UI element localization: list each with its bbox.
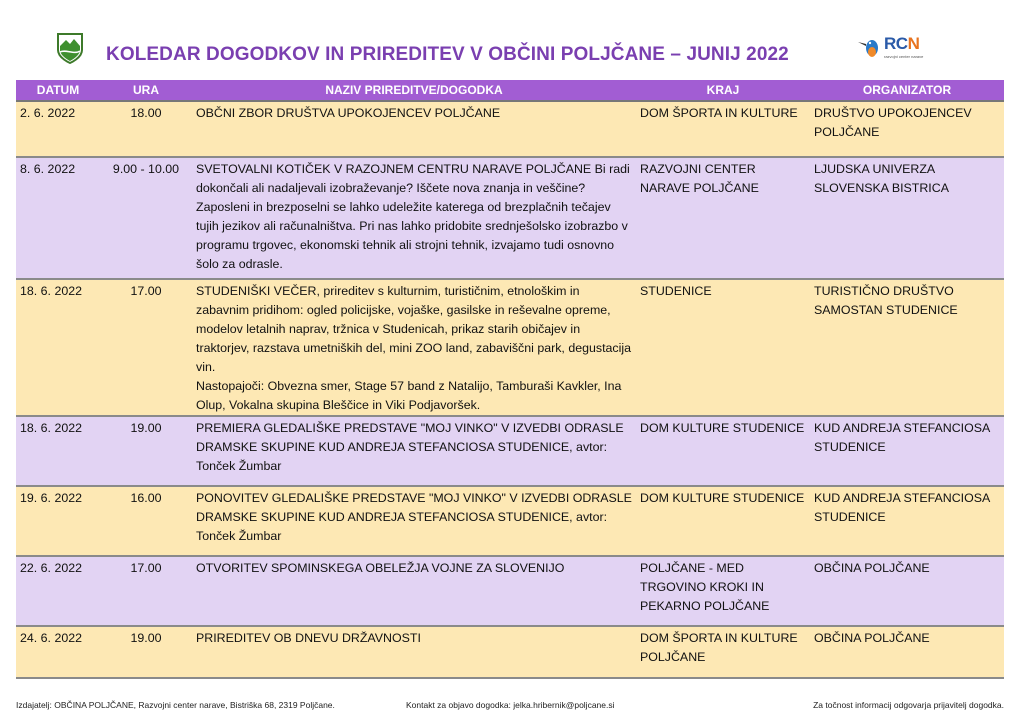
cell-datum: 18. 6. 2022	[16, 416, 100, 486]
cell-kraj: DOM ŠPORTA IN KULTURE POLJČANE	[636, 626, 810, 678]
cell-kraj: STUDENICE	[636, 279, 810, 416]
page-title: KOLEDAR DOGODKOV IN PRIREDITEV V OBČINI POLJČANE – JUNIJ 2022	[106, 44, 789, 65]
cell-naziv	[192, 279, 636, 416]
cell-datum: 8. 6. 2022	[16, 157, 100, 279]
cell-organizator: KUD ANDREJA STEFANCIOSA STUDENICE	[810, 416, 1004, 486]
cell-kraj: RAZVOJNI CENTER NARAVE POLJČANE	[636, 157, 810, 279]
cell-organizator: DRUŠTVO UPOKOJENCEV POLJČANE	[810, 101, 1004, 157]
cell-naziv: OTVORITEV SPOMINSKEGA OBELEŽJA VOJNE ZA SLOVENIJO	[192, 556, 636, 626]
header-kraj: KRAJ	[636, 80, 810, 101]
cell-naziv: OBČNI ZBOR DRUŠTVA UPOKOJENCEV POLJČANE	[192, 101, 636, 157]
table-header-row	[16, 80, 1004, 101]
cell-kraj: DOM KULTURE STUDENICE	[636, 416, 810, 486]
table-row	[16, 416, 1004, 486]
cell-organizator: LJUDSKA UNIVERZA SLOVENSKA BISTRICA	[810, 157, 1004, 279]
rcn-logo-subtitle: razvojni center narave	[884, 54, 924, 59]
cell-naziv-performers: Nastopajoči: Obvezna smer, Stage 57 band z Natalijo, Tamburaši Kavkler, Ina Olup, Vokalna skupina Bleščice in Viki Podjavoršek.	[196, 379, 622, 412]
cell-kraj: POLJČANE - MED TRGOVINO KROKI IN PEKARNO POLJČANE	[636, 556, 810, 626]
cell-ura: 9.00 - 10.00	[100, 157, 192, 279]
cell-naziv-description: STUDENIŠKI VEČER, prireditev s kulturnim, turističnim, etnološkim in zabavnim pridihom: ogled policijske, vojaške, gasilske in reševalne opreme, modelov letalnih naprav, tržnica v Studenicah, prikaz starih običajev in traktorjev, razstava umetniških del, mini ZOO land, zabaviščni park, degustacija vin.	[196, 284, 632, 374]
footer-disclaimer: Za točnost informacij odgovarja prijavitelj dogodka.	[813, 700, 1004, 710]
cell-ura: 17.00	[100, 279, 192, 416]
rcn-logo-text: RCN	[884, 34, 920, 53]
footer-contact: Kontakt za objavo dogodka: jelka.hribernik@poljcane.si	[406, 700, 615, 710]
cell-organizator: OBČINA POLJČANE	[810, 626, 1004, 678]
cell-ura: 19.00	[100, 416, 192, 486]
municipality-crest-icon	[56, 32, 84, 64]
cell-ura: 19.00	[100, 626, 192, 678]
rcn-logo	[858, 34, 938, 62]
table-row	[16, 157, 1004, 279]
events-table	[16, 80, 1004, 679]
kingfisher-bird-icon	[858, 34, 884, 62]
cell-datum: 2. 6. 2022	[16, 101, 100, 157]
page-header	[0, 0, 1024, 80]
cell-naziv: SVETOVALNI KOTIČEK V RAZOJNEM CENTRU NARAVE POLJČANE Bi radi dokončali ali nadaljevali izobraževanje? Iščete nova znanja in veščine? Zaposleni in brezposelni se lahko udeležite katerega od brezplačnih tečajev tujih jezikov ali računalništva. Pri nas lahko pridobite srednješolsko izobrazbo v programu trgovec, ekonomski tehnik ali strojni tehnik, izvajamo tudi osnovno šolo za odrasle.	[192, 157, 636, 279]
cell-naziv: PREMIERA GLEDALIŠKE PREDSTAVE "MOJ VINKO" V IZVEDBI ODRASLE DRAMSKE SKUPINE KUD ANDREJA STEFANCIOSA STUDENICE, avtor: Tonček Žumbar	[192, 416, 636, 486]
cell-datum: 19. 6. 2022	[16, 486, 100, 556]
cell-organizator: TURISTIČNO DRUŠTVO SAMOSTAN STUDENICE	[810, 279, 1004, 416]
cell-datum: 24. 6. 2022	[16, 626, 100, 678]
cell-naziv: PONOVITEV GLEDALIŠKE PREDSTAVE "MOJ VINKO" V IZVEDBI ODRASLE DRAMSKE SKUPINE KUD ANDREJA STEFANCIOSA STUDENICE, avtor: Tonček Žumbar	[192, 486, 636, 556]
table-row	[16, 279, 1004, 416]
table-row	[16, 101, 1004, 157]
cell-naziv: PRIREDITEV OB DNEVU DRŽAVNOSTI	[192, 626, 636, 678]
footer-publisher: Izdajatelj: OBČINA POLJČANE, Razvojni center narave, Bistriška 68, 2319 Poljčane.	[16, 700, 335, 710]
cell-kraj: DOM KULTURE STUDENICE	[636, 486, 810, 556]
cell-ura: 18.00	[100, 101, 192, 157]
cell-organizator: KUD ANDREJA STEFANCIOSA STUDENICE	[810, 486, 1004, 556]
table-row	[16, 556, 1004, 626]
cell-organizator: OBČINA POLJČANE	[810, 556, 1004, 626]
header-naziv: NAZIV PRIREDITVE/DOGODKA	[192, 80, 636, 101]
header-ura: URA	[100, 80, 192, 101]
table-row	[16, 486, 1004, 556]
cell-kraj: DOM ŠPORTA IN KULTURE	[636, 101, 810, 157]
cell-datum: 22. 6. 2022	[16, 556, 100, 626]
cell-ura: 17.00	[100, 556, 192, 626]
cell-datum: 18. 6. 2022	[16, 279, 100, 416]
header-organizator: ORGANIZATOR	[810, 80, 1004, 101]
header-datum: DATUM	[16, 80, 100, 101]
cell-ura: 16.00	[100, 486, 192, 556]
table-row	[16, 626, 1004, 678]
